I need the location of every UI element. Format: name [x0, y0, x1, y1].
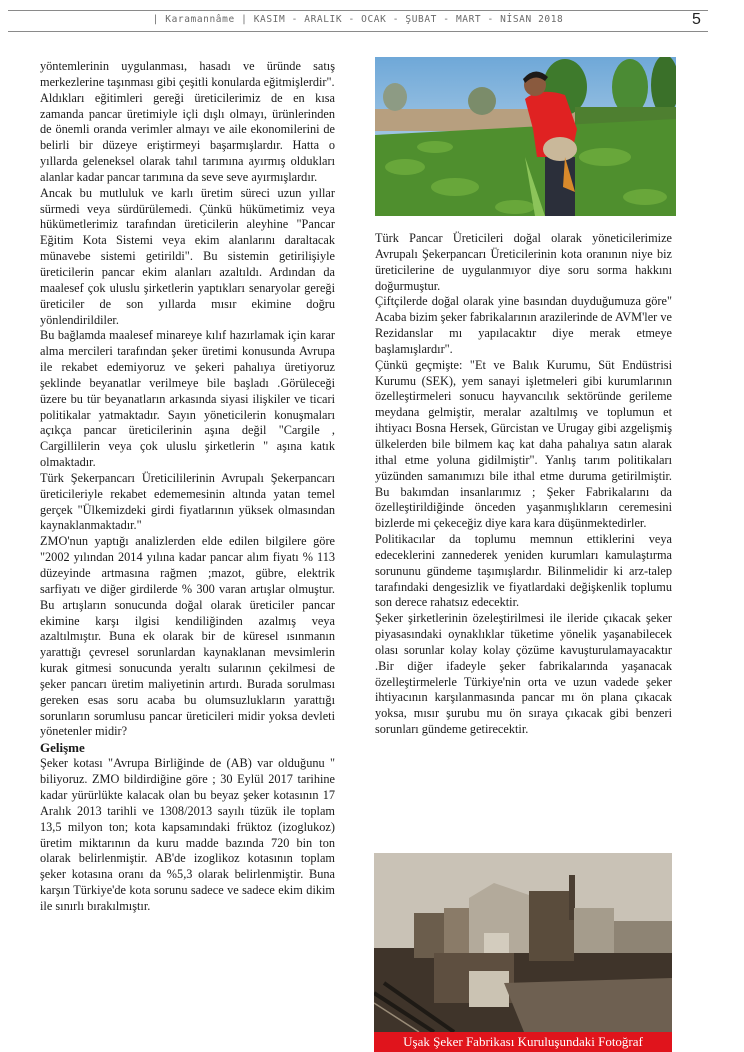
paragraph: Şeker şirketlerinin özeleştirilmesi ile ileride çıkacak şeker piyasasındaki oynaklıklar tüketime yönelik yaşanabilecek olası sorunlar kolay kolay çözüme kavuşturulamayacaktır .Bir diğer ifadeyle şeker fabrikalarında yaşanacak özelleştirmelerle Türkiye'nin orta ve uzun vadede şeker ihtiyacının karşılanmasında pancar mı ön plana çıkacak yoksa, mısır şurubu mu ön sıraya çıkacak gibi benzeri sorunları gündeme getirecektir.: [375, 611, 672, 737]
paragraph: Çünkü geçmişte: "Et ve Balık Kurumu, Süt Endüstrisi Kurumu (SEK), yem sanayi işletmeleri gibi kurumlarının özelleştirmeleri sonucu hayvancılık sektöründe gerileme meydana gelmiştir, meralar azaltılmış ve toplumun et ihtiyacı Bosna Hersek, Gürcistan ve Urugay gibi azgelişmiş ülkelerden bile bilmem kaç kat daha pahalıya satın alarak ithal etme yoluna gidilmiştir". Yanlış tarım politikaları yüzünden samanımızı bile ithal etme duruma getirilmiştir. Bu bakımdan insanlarımız ; Şeker Fabrikalarını da özelleştirildiğinde önceden yaşanmışlıkların ceremesini bizlerde mi çekeceğiz diye kara kara düşünmektedirler.: [375, 357, 672, 531]
header-rule-top: [8, 10, 708, 11]
paragraph: Politikacılar da toplumu memnun ettiklerini veya edeceklerini zannederek yeniden kurumları kamulaştırma sorununu gündeme taşımışlardır. Bilinmelidir ki arz-talep tarafındaki dengesizlik ve fiyatlardaki değişkenlik toplumu son derece rahatsız edecektir.: [375, 532, 672, 610]
factory-photo: [374, 853, 672, 1032]
paragraph: ZMO'nun yaptığı analizlerden elde edilen bilgilere göre "2002 yılından 2014 yılına kadar pancar alım fiyatı % 113 düzeyinde artmasına rağmen ;mazot, gübre, elektrik sarfiyatı ve diğer girdilerde % 300 varan artışlar olmuştur. Bu artışların sonucunda doğal olarak üreticiler pancar ekimine karşı ilgisi kendiliğinden azalmış veya azaltılmıştır. Buna ek olarak bir de küresel ısınmanın yarattığı çevresel sorunlardan kaynaklanan mevsimlerin kurak gitmesi sonucunda yeraltı sularının çekilmesi de şeker pancarı üretim maliyetinin artırdı. Burada sorulması gereken esas soru acaba bu olumsuzlukların yarattığı sorunların sorumlusu pancar üreticileri midir yoksa devleti yönetenler midir?: [40, 534, 335, 739]
paragraph: Aldıkları eğitimleri gereği üreticilerimiz de en kısa zamanda pancar üretimiyle içli dışlı olmayı, ürünlerinden de önemli oranda verimler almayı ve aile ekonomilerini de belirli bir düzeye eriştirmeyi başarmışlardır. Hatta o yıllarda geleneksel olarak tahıl tarımına ayırmış oldukları alanlar kadar pancar tarımına da seve seve ayırmışlardır.: [40, 90, 335, 184]
section-heading: Gelişme: [40, 740, 85, 756]
paragraph: Türk Pancar Üreticileri doğal olarak yöneticilerimize Avrupalı Şekerpancarı Üreticilerinin kota oranının niye biz üreticilerine de uygulanmıyor diye soru sorma hakkını doğurmuştur.: [375, 231, 672, 293]
header-rule-bottom: [8, 31, 708, 32]
running-header: | Karamannâme | KASIM - ARALIK - OCAK - ŞUBAT - MART - NİSAN 2018: [152, 14, 564, 25]
factory-photo-image: [374, 853, 672, 1032]
paragraph: yöntemlerinin uygulanması, hasadı ve üründe satış merkezlerine taşınması gibi çeşitli konularda eğitmişlerdir".: [40, 59, 335, 89]
right-column: [375, 231, 672, 738]
paragraph: Çiftçilerde doğal olarak yine basından duyduğumuza göre" Acaba bizim şeker fabrikalarının arazilerinde de AVM'ler ve Rezidanslar mı yapılacaktır diye merak etmeye başlamışlardır".: [375, 294, 672, 356]
left-column: [40, 59, 335, 915]
paragraph: Şeker kotası "Avrupa Birliğinde de (AB) var olduğunu " biliyoruz. ZMO bildirdiğine göre ; 30 Eylül 2017 tarihine kadar yürürlükte kalacak olan bu beyaz şeker kotasının 17 Aralık 2013 tarihli ve 1308/2013 sayılı tüzük ile toplam 13,5 milyon ton; kota kapsamındaki früktoz (izoglukoz) üretim miktarının da kuru madde bazında 720 bin ton olarak belirlenmiştir. AB'de izoglikoz kotasının toplam şeker kotasına oranı da %5,3 olarak belirlenmiştir. Buna karşın Türkiye'de kota sorunu sadece ve sadece ekim dikim ile sınırlı bırakılmıştır.: [40, 756, 335, 913]
paragraph: Türk Şekerpancarı Üreticililerinin Avrupalı Şekerpancarı üreticileriyle rekabet edememesinin altında yatan temel gerçek "Ülkemizdeki girdi fiyatlarının yüksek olmasından kaynaklanmaktadır.": [40, 470, 335, 533]
paragraph: Ancak bu mutluluk ve karlı üretim süreci uzun yıllar sürmedi veya sürdürülemedi. Çünkü hükümetimiz veya hükümetlerimiz tarafından üreticilerin aleyhine "Pancar Eğitim Kota Sistemi veya ekim alanlarını daraltacak münavebe sistemi getirildi". Bu sistemin getirilişiyle üreticilerin pancar ekim alanları azaltıldı. Ardından da maalesef çok uluslu şirketlerin yaptıkları senaryolar gereği üreticiler de son yıllarda mısır ekimine doğru yönlendirildiler.: [40, 185, 335, 327]
farmer-photo: [375, 57, 676, 216]
photo-caption: Uşak Şeker Fabrikası Kuruluşundaki Fotoğraf: [374, 1032, 672, 1052]
paragraph: Bu bağlamda maalesef minareye kılıf hazırlamak için karar alma mercileri tarafından şeker üretimi konusunda Avrupa ile rekabet edemiyoruz ve şekeri pahalıya üretiyoruz şeklinde beyanatlar verilmeye bile başladı .Görüleceği üzere bu tür beyanatların arkasında siyasi ilişkiler ve ticari politikalar yatmaktadır. Sayın yöneticilerin konuşmaları açıkça pancar üreticilerinin aşına değil "Cargile , Cargillilerin veya çok uluslu şirketlerin " aşına katık olmaktadır.: [40, 328, 335, 470]
farmer-photo-image: [375, 57, 676, 216]
page-number: 5: [692, 11, 701, 28]
